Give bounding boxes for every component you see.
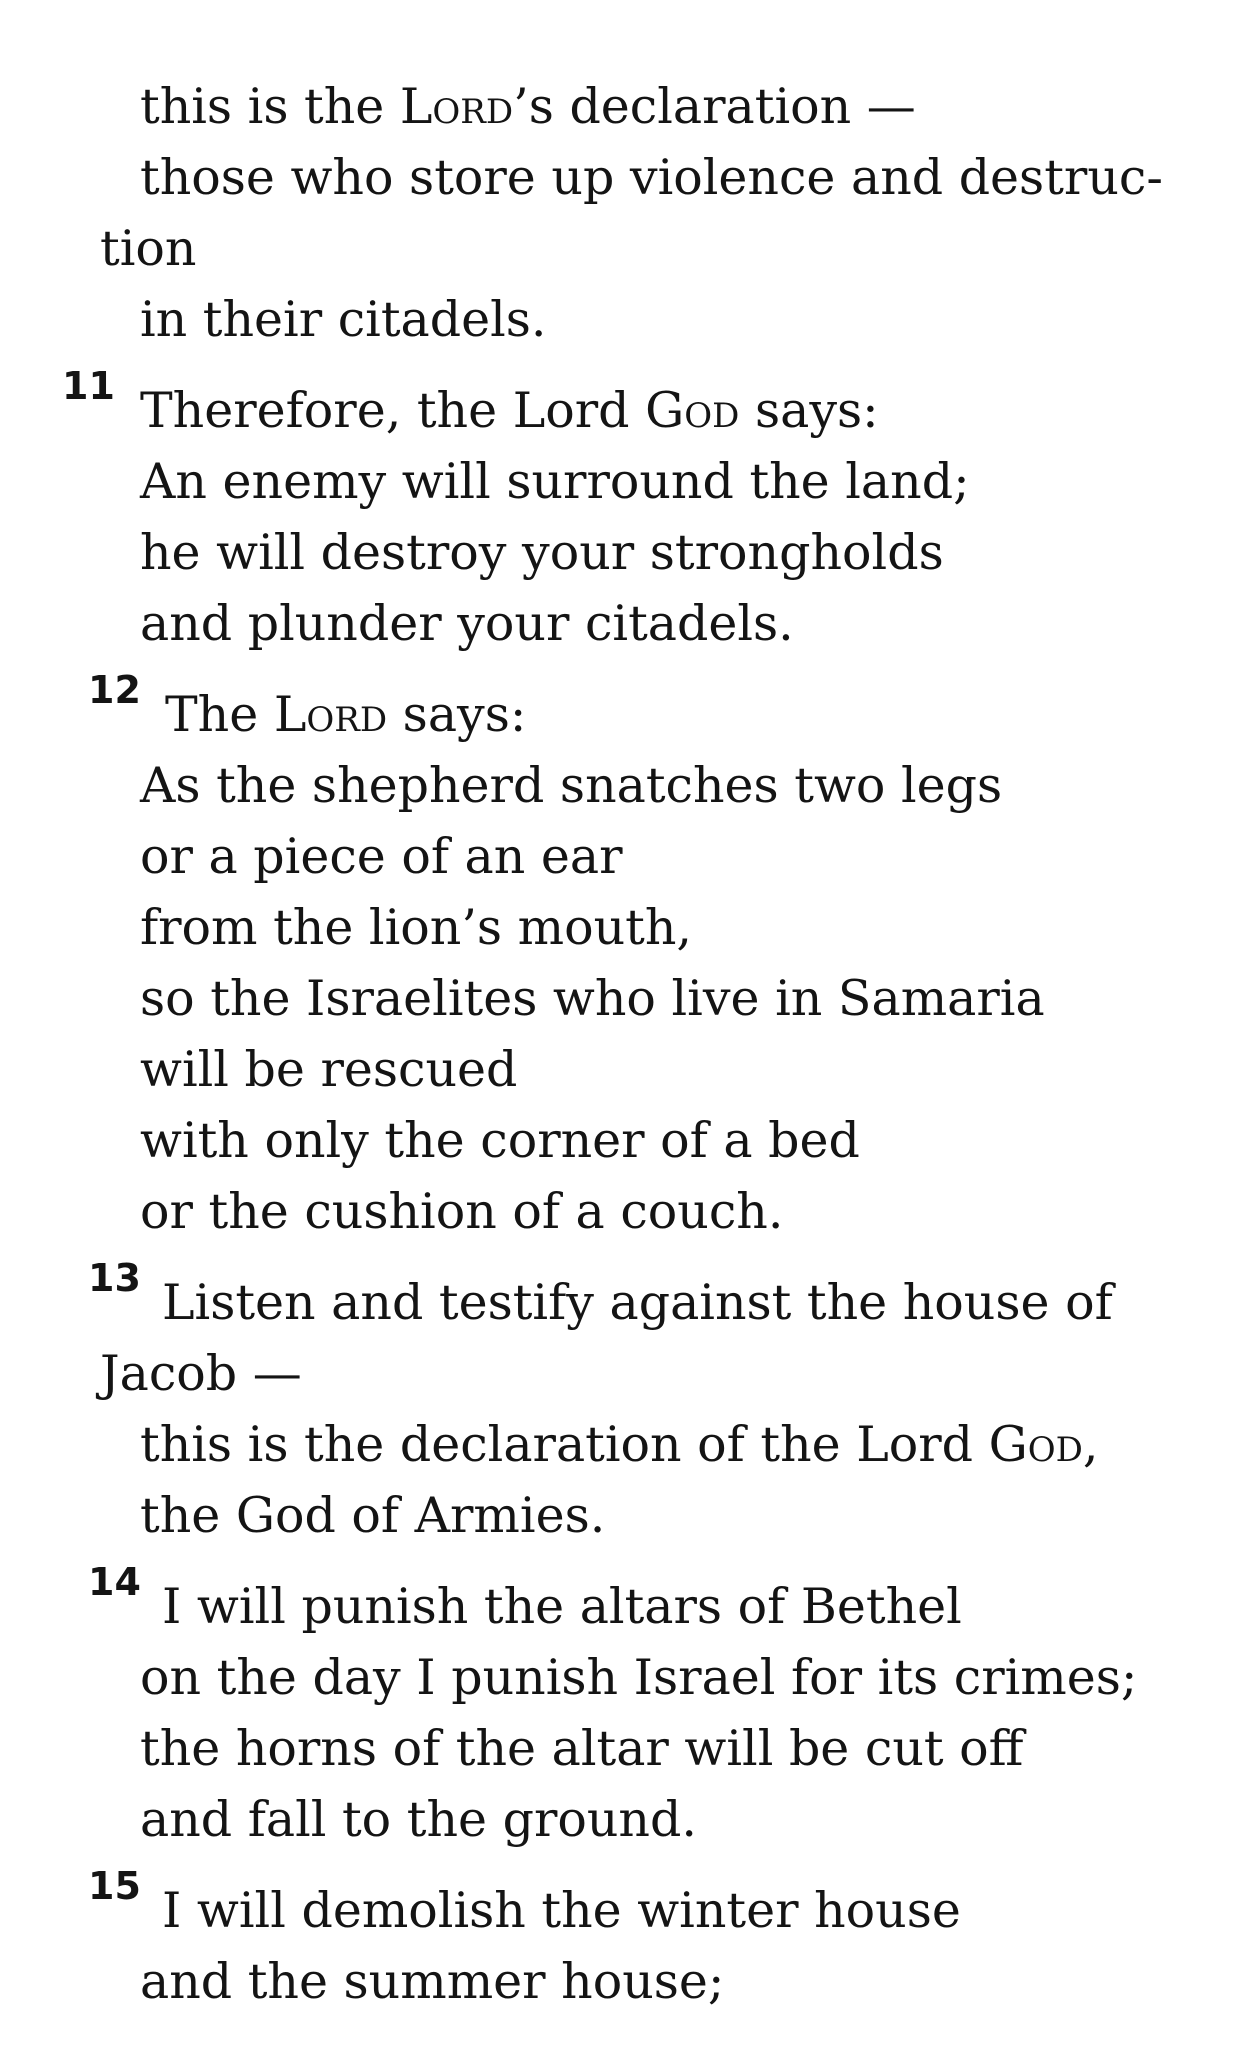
text-line: Therefore, the Lord God says: <box>140 382 879 439</box>
text-line: and the summer house; <box>140 1953 725 2010</box>
text-line: this is the declaration of the Lord God, <box>140 1416 1099 1473</box>
text-line: and plunder your citadels. <box>140 595 794 652</box>
verse-number: 12 <box>88 668 141 712</box>
verse-number: 11 <box>62 364 115 408</box>
text-line: Jacob — <box>100 1345 302 1402</box>
text-line: on the day I punish Israel for its crimes; <box>140 1649 1138 1706</box>
verse-number: 15 <box>88 1864 141 1908</box>
text-line: or the cushion of a couch. <box>140 1183 784 1240</box>
text-line: he will destroy your strongholds <box>140 524 944 581</box>
text-line: the horns of the altar will be cut off <box>140 1720 1024 1777</box>
text-line: The Lord says: <box>165 686 527 743</box>
text-line: and fall to the ground. <box>140 1791 697 1848</box>
text-line: Listen and testify against the house of <box>162 1274 1113 1331</box>
text-line: will be rescued <box>140 1041 518 1098</box>
text-line: the God of Armies. <box>140 1487 606 1544</box>
text-line: this is the Lord’s declaration — <box>140 78 916 135</box>
text-line: I will demolish the winter house <box>162 1882 961 1939</box>
text-line: so the Israelites who live in Samaria <box>140 970 1045 1027</box>
text-line: those who store up violence and destruc- <box>140 149 1163 206</box>
text-line: from the lion’s mouth, <box>140 899 692 956</box>
text-line: with only the corner of a bed <box>140 1112 860 1169</box>
text-line: in their citadels. <box>140 291 547 348</box>
text-line: An enemy will surround the land; <box>140 453 970 510</box>
text-line: As the shepherd snatches two legs <box>140 757 1003 814</box>
text-line: I will punish the altars of Bethel <box>162 1578 962 1635</box>
text-line: or a piece of an ear <box>140 828 623 885</box>
verse-number: 13 <box>88 1256 141 1300</box>
text-line: tion <box>100 220 197 277</box>
verse-number: 14 <box>88 1560 141 1604</box>
